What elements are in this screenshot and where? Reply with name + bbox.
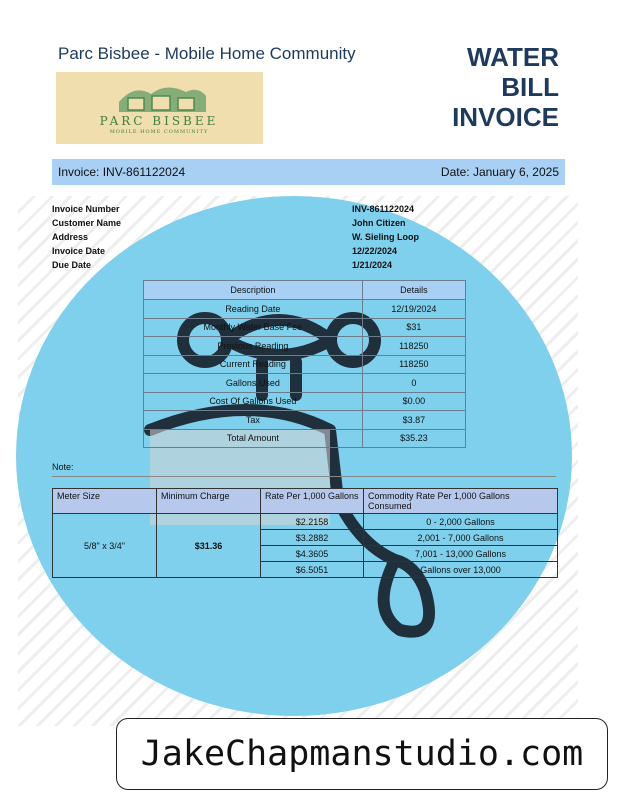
info-value: W. Sieling Loop	[352, 232, 419, 242]
charge-description: Cost Of Gallons Used	[144, 392, 363, 411]
charges-table	[143, 280, 466, 448]
invoice-number-label: Invoice: INV-861122024	[58, 165, 186, 179]
charge-detail: $3.87	[362, 411, 465, 430]
charge-detail: 0	[362, 374, 465, 393]
column-header: Rate Per 1,000 Gallons	[261, 489, 364, 514]
charge-detail: 12/19/2024	[362, 300, 465, 319]
company-logo	[56, 72, 263, 144]
column-header: Details	[362, 281, 465, 300]
table-row	[144, 429, 466, 448]
charge-detail: 118250	[362, 355, 465, 374]
column-header: Description	[144, 281, 363, 300]
rates-table	[52, 488, 558, 578]
table-row	[144, 337, 466, 356]
table-row	[144, 355, 466, 374]
table-row	[144, 300, 466, 319]
charge-description: Total Amount	[144, 429, 363, 448]
info-row	[52, 232, 472, 246]
charge-description: Reading Date	[144, 300, 363, 319]
info-value: INV-861122024	[352, 204, 415, 214]
info-value: 12/22/2024	[352, 246, 398, 256]
tier-range: 0 - 2,000 Gallons	[364, 514, 558, 530]
watermark-banner: JakeChapmanstudio.com	[116, 718, 608, 790]
table-row	[144, 392, 466, 411]
document-title	[452, 42, 559, 132]
column-header: Minimum Charge	[157, 489, 261, 514]
meter-size: 5/8" x 3/4"	[53, 514, 157, 578]
table-row	[144, 318, 466, 337]
info-row	[52, 218, 472, 232]
title-line: WATER	[467, 42, 559, 72]
tier-rate: $2.2158	[261, 514, 364, 530]
info-label: Customer Name	[52, 218, 122, 228]
charges-header-row	[144, 281, 466, 300]
charge-description: Current Reading	[144, 355, 363, 374]
column-header: Commodity Rate Per 1,000 Gallons Consumed	[364, 489, 558, 514]
info-row	[52, 246, 472, 260]
info-value: 1/21/2024	[352, 260, 393, 270]
logo-text: PARC BISBEE	[99, 114, 219, 128]
info-label: Invoice Number	[52, 204, 120, 214]
tier-rate: $3.2882	[261, 530, 364, 546]
info-row	[52, 204, 472, 218]
tier-range: Gallons over 13,000	[364, 562, 558, 578]
charge-detail: $0.00	[362, 392, 465, 411]
note-label: Note:	[52, 462, 74, 472]
tier-rate: $6.5051	[261, 562, 364, 578]
logo-subtext: MOBILE HOME COMMUNITY	[109, 129, 209, 135]
info-label: Invoice Date	[52, 246, 106, 256]
tier-range: 7,001 - 13,000 Gallons	[364, 546, 558, 562]
charge-detail: $35.23	[362, 429, 465, 448]
table-row	[144, 411, 466, 430]
company-name: Parc Bisbee - Mobile Home Community	[58, 44, 356, 63]
title-line: INVOICE	[452, 102, 559, 132]
charge-description: Previous Reading	[144, 337, 363, 356]
tier-rate: $4.3605	[261, 546, 364, 562]
info-row	[52, 260, 472, 274]
rates-header-row	[53, 489, 558, 514]
table-row	[144, 374, 466, 393]
table-row	[53, 514, 558, 530]
customer-info	[52, 204, 472, 274]
invoice-header-bar	[52, 159, 565, 185]
info-label: Due Date	[52, 260, 92, 270]
invoice-date-label: Date: January 6, 2025	[440, 165, 559, 179]
charge-description: Monthly Water Base Fee	[144, 318, 363, 337]
info-value: John Citizen	[352, 218, 406, 228]
title-line: BILL	[501, 72, 559, 102]
charge-detail: 118250	[362, 337, 465, 356]
charge-description: Gallons Used	[144, 374, 363, 393]
minimum-charge: $31.36	[157, 514, 261, 578]
charge-description: Tax	[144, 411, 363, 430]
column-header: Meter Size	[53, 489, 157, 514]
note-divider	[52, 476, 556, 477]
info-label: Address	[52, 232, 89, 242]
tier-range: 2,001 - 7,000 Gallons	[364, 530, 558, 546]
charge-detail: $31	[362, 318, 465, 337]
